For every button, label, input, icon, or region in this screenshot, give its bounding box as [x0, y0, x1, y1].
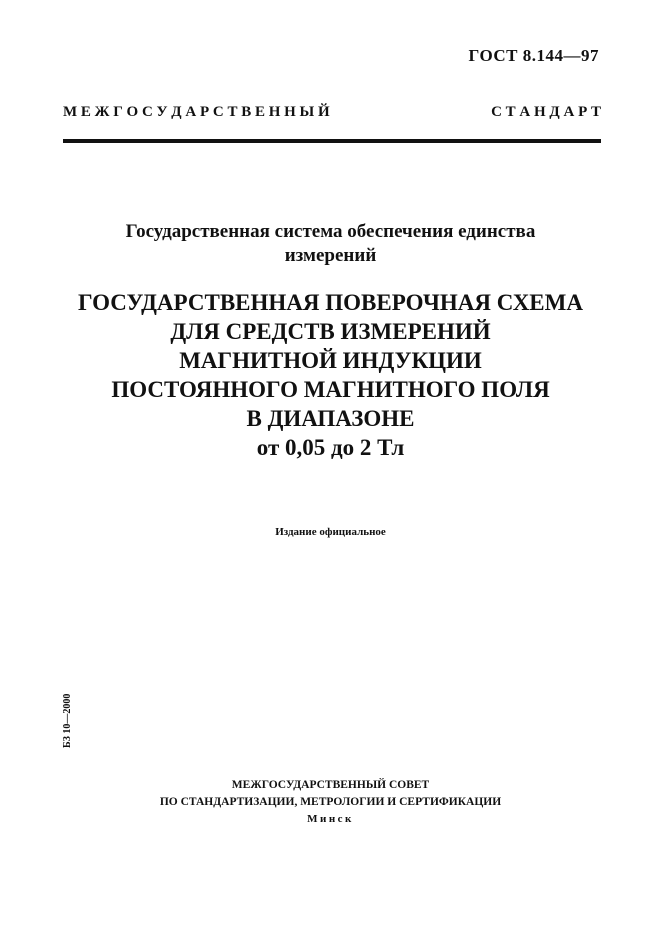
publisher-line-2: ПО СТАНДАРТИЗАЦИИ, МЕТРОЛОГИИ И СЕРТИФИКАЦИИ [159, 796, 502, 808]
main-title [0, 288, 661, 462]
system-title-line-2: измерений [284, 245, 377, 266]
main-title-line-6: от 0,05 до 2 Тл [256, 435, 405, 460]
publisher [0, 777, 661, 828]
system-title [0, 220, 661, 268]
standard-type-word-2: С Т А Н Д А Р Т [491, 104, 601, 120]
side-code: БЗ 10—2000 [62, 693, 73, 748]
publisher-city: Минск [307, 813, 354, 825]
header-rule [63, 139, 601, 143]
edition-label: Издание официальное [275, 526, 386, 538]
main-title-line-2: ДЛЯ СРЕДСТВ ИЗМЕРЕНИЙ [170, 319, 491, 344]
system-title-line-1: Государственная система обеспечения единства [125, 221, 536, 242]
main-title-line-4: ПОСТОЯННОГО МАГНИТНОГО ПОЛЯ [111, 377, 550, 402]
standard-type-word-1: М Е Ж Г О С У Д А Р С Т В Е Н Н Ы Й [63, 104, 330, 120]
main-title-line-5: В ДИАПАЗОНЕ [246, 406, 415, 431]
standard-type [63, 104, 601, 121]
publisher-line-1: МЕЖГОСУДАРСТВЕННЫЙ СОВЕТ [231, 779, 430, 791]
main-title-line-1: ГОСУДАРСТВЕННАЯ ПОВЕРОЧНАЯ СХЕМА [78, 290, 583, 315]
main-title-line-3: МАГНИТНОЙ ИНДУКЦИИ [179, 348, 482, 373]
gost-number: ГОСТ 8.144—97 [468, 46, 599, 65]
